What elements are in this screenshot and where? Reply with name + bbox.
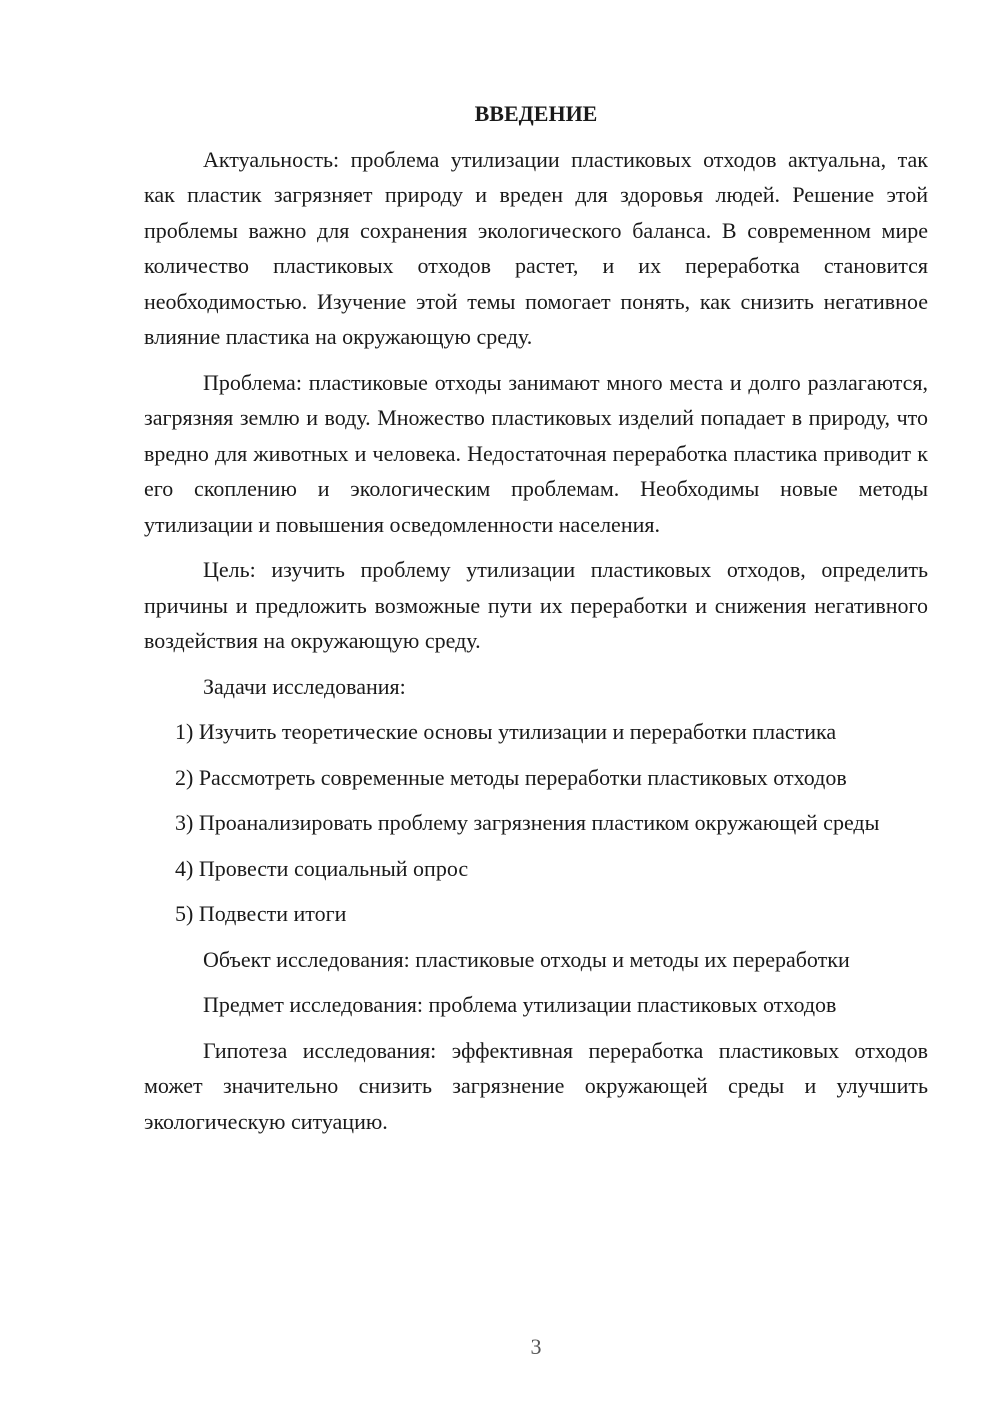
paragraph-hypothesis: Гипотеза исследования: эффективная переработка пластиковых отходов может значительно снизить загрязнение окружающей среды и улучшить экологическую ситуацию. [144,1037,928,1134]
paragraph-goal: Цель: изучить проблему утилизации пластиковых отходов, определить причины и предложить возможные пути их переработки и снижения негативного воздействия на окружающую среду. [144,557,928,653]
page-content [144,96,928,1149]
task-item-3: 3) Проанализировать проблему загрязнения пластиком окружающей среды [175,810,880,835]
paragraph-problem: Проблема: пластиковые отходы занимают много места и долго разлагаются, загрязняя землю и воду. Множество пластиковых изделий попадает в природу, что вредно для животных и человека. Недостаточная переработка пластика приводит к его скоплению и экологическим проблемам. Необходимы новые методы утилизации и повышения осведомленности населения. [144,369,928,537]
paragraph-object: Объект исследования: пластиковые отходы и методы их переработки [203,946,850,972]
task-item-1: 1) Изучить теоретические основы утилизации и переработки пластика [175,719,837,744]
paragraph-subject: Предмет исследования: проблема утилизации пластиковых отходов [203,992,837,1017]
paragraph-tasks-intro: Задачи исследования: [203,673,406,699]
task-item-2: 2) Рассмотреть современные методы переработки пластиковых отходов [175,764,847,790]
page-number: 3 [530,1334,542,1359]
section-heading: ВВЕДЕНИЕ [474,101,598,126]
task-item-4: 4) Провести социальный опрос [175,855,469,881]
task-item-5: 5) Подвести итоги [175,901,347,926]
paragraph-relevance: Актуальность: проблема утилизации пластиковых отходов актуальна, так как пластик загрязняет природу и вреден для здоровья людей. Решение этой проблемы важно для сохранения экологического баланса. В современном мире количество пластиковых отходов растет, и их переработка становится необходимостью. Изучение этой темы помогает понять, как снизить негативное влияние пластика на окружающую среду. [144,146,928,349]
